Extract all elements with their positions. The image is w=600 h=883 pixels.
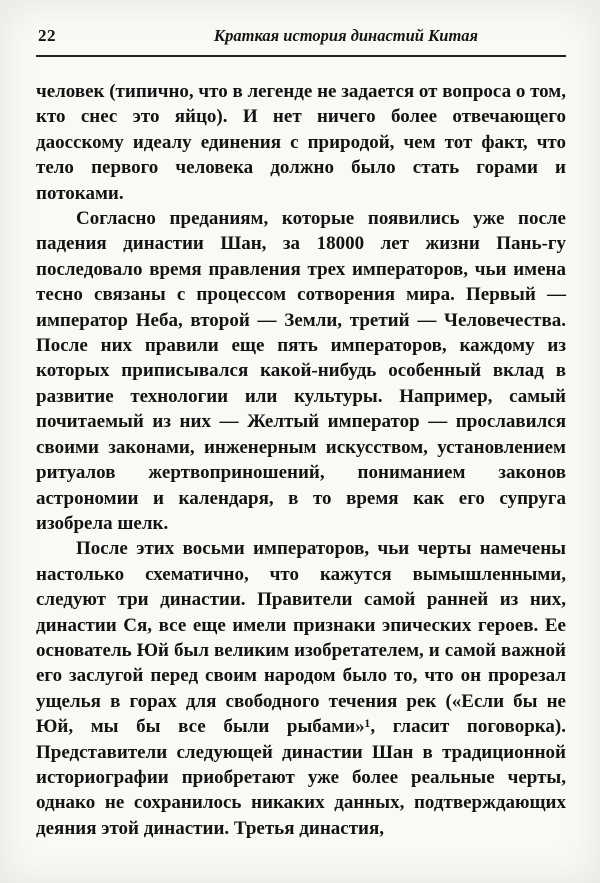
page-number: 22 <box>38 26 56 45</box>
running-title: Краткая история династий Китая <box>213 26 479 45</box>
paragraph-legends: Согласно преданиям, которые появились уже после падения династии Шан, за 18000 лет жизни Пань-гу последовало время правления трех императоров, чьи имена тесно связаны с процессом сотворения мира. Первый — император Неба, второй — Земли, третий — Человечества. После них правили еще пять императоров, каждому из которых приписывался какой-нибудь особенный вклад в развитие технологии или культуры. Например, самый почитаемый из них — Желтый император — прославился своими законами, инженерным искусством, установлением ритуалов жертвоприношений, пониманием законов астрономии и календаря, в то время как его супруга изобрела шелк. <box>36 208 566 534</box>
page-header <box>36 26 566 50</box>
body-text <box>36 79 566 841</box>
header-rule <box>36 55 566 57</box>
paragraph-dynasties: После этих восьми императоров, чьи черты намечены настолько схематично, что кажутся вымышленными, следуют три династии. Правители самой ранней из них, династии Ся, все еще имели признаки эпических героев. Ее основатель Юй был великим изобретателем, и самой важной его заслугой перед своим народом было то, что он прорезал ущелья в горах для свободного течения рек («Если бы не Юй, мы бы все были рыбами»¹, гласит поговорка). Представители следующей династии Шан в традиционной историографии приобретают уже более реальные черты, однако не сохранилось никаких данных, подтверждающих деяния этой династии. Третья династия, <box>36 538 566 839</box>
paragraph-continuation: человек (типично, что в легенде не задается от вопроса о том, кто снес это яйцо). И нет ничего более отвечающего даосскому идеалу единения с природой, чем тот факт, что тело первого человека должно было стать горами и потоками. <box>36 81 566 204</box>
